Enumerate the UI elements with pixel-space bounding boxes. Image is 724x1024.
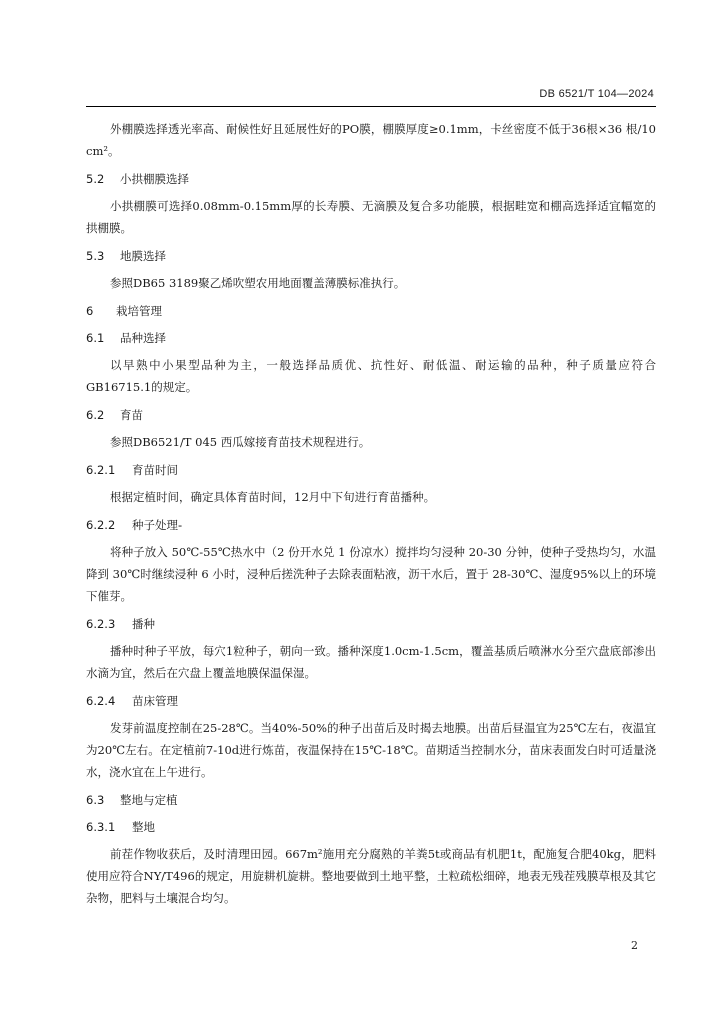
body-paragraph: 小拱棚膜可选择0.08mm-0.15mm厚的长寿膜、无滴膜及复合多功能膜，根据畦宽和棚高选择适宜幅宽的拱棚膜。 (86, 199, 656, 235)
section-number: 5.3 (86, 249, 105, 263)
section-number: 6.2 (86, 408, 105, 422)
body-paragraph: 参照DB65 3189聚乙烯吹塑农用地面覆盖薄膜标准执行。 (110, 276, 406, 290)
section-title: 种子处理- (132, 518, 183, 532)
section-heading (86, 459, 656, 481)
section-title: 育苗时间 (132, 463, 178, 477)
section-title: 育苗 (120, 408, 143, 422)
body-paragraph: 参照DB6521/T 045 西瓜嫁接育苗技术规程进行。 (110, 435, 371, 449)
section-title: 播种 (132, 617, 155, 631)
section-heading (86, 168, 656, 190)
section-heading (86, 613, 656, 635)
section-number: 6.2.1 (86, 463, 116, 477)
page-number: 2 (631, 939, 638, 952)
section-number: 6.2.2 (86, 518, 116, 532)
section-title: 栽培管理 (116, 304, 162, 318)
header-rule (86, 106, 656, 107)
section-heading (86, 404, 656, 426)
section-number: 5.2 (86, 172, 105, 186)
section-heading (86, 327, 656, 349)
body-paragraph: 发芽前温度控制在25-28℃。当40%-50%的种子出苗后及时揭去地膜。出苗后昼温宜为25℃左右，夜温宜为20℃左右。在定植前7-10d进行炼苗，夜温保持在15℃-18℃。苗期适当控制水分，苗床表面发白时可适量浇水，浇水宜在上午进行。 (86, 721, 656, 779)
section-number: 6.2.4 (86, 694, 116, 708)
section-title: 地膜选择 (120, 249, 166, 263)
section-number: 6.3 (86, 793, 105, 807)
section-title: 整地 (132, 820, 155, 834)
body-paragraph: 前茬作物收获后，及时清理田园。667m²施用充分腐熟的羊粪5t或商品有机肥1t，配施复合肥40kg，肥料使用应符合NY/T496的规定，用旋耕机旋耕。整地要做到土地平整，土粒疏松细碎，地表无残茬残膜草根及其它杂物，肥料与土壤混合均匀。 (86, 847, 656, 905)
section-heading (86, 789, 656, 811)
body-paragraph: 以早熟中小果型品种为主，一般选择品质优、抗性好、耐低温、耐运输的品种，种子质量应符合GB16715.1的规定。 (86, 358, 656, 394)
section-heading (86, 300, 656, 322)
body-paragraph: 外棚膜选择透光率高、耐候性好且延展性好的PO膜，棚膜厚度≥0.1mm，卡丝密度不低于36根×36 根/10 cm²。 (86, 122, 656, 158)
body-paragraph: 将种子放入 50℃-55℃热水中（2 份开水兑 1 份凉水）搅拌均匀浸种 20-30 分钟，使种子受热均匀，水温降到 30℃时继续浸种 6 小时，浸种后搓洗种子去除表面粘液，沥干水后，置于 28-30℃、湿度95%以上的环境下催芽。 (86, 545, 656, 603)
section-heading (86, 816, 656, 838)
section-title: 小拱棚膜选择 (120, 172, 189, 186)
section-number: 6.2.3 (86, 617, 116, 631)
section-title: 品种选择 (120, 331, 166, 345)
section-number: 6.3.1 (86, 820, 116, 834)
section-heading (86, 690, 656, 712)
section-number: 6.1 (86, 331, 105, 345)
section-heading (86, 245, 656, 267)
section-number: 6 (86, 304, 94, 318)
document-body (86, 118, 656, 915)
body-paragraph: 播种时种子平放，每穴1粒种子，朝向一致。播种深度1.0cm-1.5cm，覆盖基质后喷淋水分至穴盘底部渗出水滴为宜，然后在穴盘上覆盖地膜保温保湿。 (86, 644, 656, 680)
standard-code-header: DB 6521/T 104—2024 (539, 88, 654, 100)
body-paragraph: 根据定植时间，确定具体育苗时间，12月中下旬进行育苗播种。 (110, 490, 436, 504)
section-title: 苗床管理 (132, 694, 178, 708)
section-heading (86, 514, 656, 536)
section-title: 整地与定植 (120, 793, 178, 807)
